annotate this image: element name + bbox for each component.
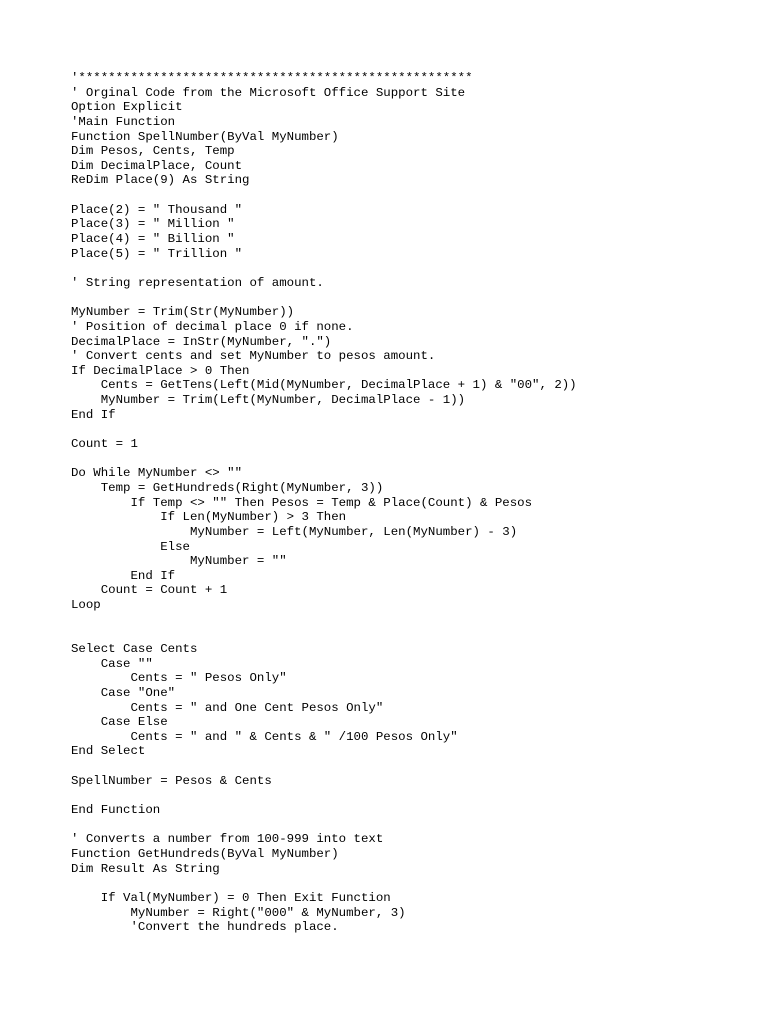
code-line: ReDim Place(9) As String [71, 173, 250, 188]
code-line: MyNumber = Left(MyNumber, Len(MyNumber) - 3) [71, 524, 518, 539]
code-line: Cents = GetTens(Left(Mid(MyNumber, DecimalPlace + 1) & "00", 2)) [71, 378, 577, 393]
code-line: Case Else [71, 715, 168, 730]
code-line: End Select [71, 744, 146, 759]
code-line: If Val(MyNumber) = 0 Then Exit Function [71, 890, 391, 905]
code-line [71, 422, 577, 437]
code-line: Place(5) = " Trillion " [71, 246, 243, 261]
code-listing [71, 71, 577, 935]
code-line: 'Convert the hundreds place. [71, 920, 339, 935]
code-line: Dim Pesos, Cents, Temp [71, 144, 235, 159]
code-line: Select Case Cents [71, 641, 198, 656]
code-line: If DecimalPlace > 0 Then [71, 363, 250, 378]
code-line: Count = 1 [71, 437, 138, 452]
code-line: If Len(MyNumber) > 3 Then [71, 510, 347, 525]
code-line: Cents = " and One Cent Pesos Only" [71, 700, 384, 715]
code-line: End If [71, 568, 176, 583]
code-line: ' Convert cents and set MyNumber to pesos amount. [71, 349, 436, 364]
code-line: Function GetHundreds(ByVal MyNumber) [71, 846, 339, 861]
code-line [71, 788, 577, 803]
code-line: MyNumber = Trim(Left(MyNumber, DecimalPlace - 1)) [71, 393, 466, 408]
code-line: ' String representation of amount. [71, 275, 324, 290]
code-line: Place(4) = " Billion " [71, 232, 235, 247]
code-line: MyNumber = Right("000" & MyNumber, 3) [71, 905, 406, 920]
code-line: Case "" [71, 656, 153, 671]
code-line: ' Orginal Code from the Microsoft Office Support Site [71, 85, 466, 100]
code-line: MyNumber = Trim(Str(MyNumber)) [71, 305, 295, 320]
code-line: End Function [71, 803, 161, 818]
code-line: Cents = " Pesos Only" [71, 671, 287, 686]
code-line [71, 876, 577, 891]
code-line: ' Position of decimal place 0 if none. [71, 319, 354, 334]
code-line [71, 627, 577, 642]
code-line: Cents = " and " & Cents & " /100 Pesos Only" [71, 729, 458, 744]
code-line [71, 818, 577, 833]
code-line [71, 291, 577, 306]
code-line: Dim DecimalPlace, Count [71, 158, 243, 173]
code-line [71, 188, 577, 203]
code-line: Do While MyNumber <> "" [71, 466, 243, 481]
code-line: Function SpellNumber(ByVal MyNumber) [71, 129, 339, 144]
code-line: Option Explicit [71, 100, 183, 115]
code-line: Count = Count + 1 [71, 583, 228, 598]
code-line: Place(2) = " Thousand " [71, 202, 243, 217]
code-line: Case "One" [71, 685, 176, 700]
code-line: End If [71, 407, 116, 422]
code-line: MyNumber = "" [71, 554, 287, 569]
code-line [71, 759, 577, 774]
code-line: Dim Result As String [71, 861, 220, 876]
code-line: Loop [71, 598, 101, 613]
code-line [71, 261, 577, 276]
code-line [71, 613, 577, 628]
code-line [71, 452, 577, 467]
code-line: Else [71, 539, 190, 554]
code-line: Place(3) = " Million " [71, 217, 235, 232]
code-line: '***************************************************** [71, 71, 473, 85]
code-line: 'Main Function [71, 114, 176, 129]
code-line: If Temp <> "" Then Pesos = Temp & Place(Count) & Pesos [71, 495, 533, 510]
code-line: SpellNumber = Pesos & Cents [71, 773, 272, 788]
code-line: ' Converts a number from 100-999 into text [71, 832, 384, 847]
code-line: DecimalPlace = InStr(MyNumber, ".") [71, 334, 332, 349]
code-line: Temp = GetHundreds(Right(MyNumber, 3)) [71, 480, 384, 495]
